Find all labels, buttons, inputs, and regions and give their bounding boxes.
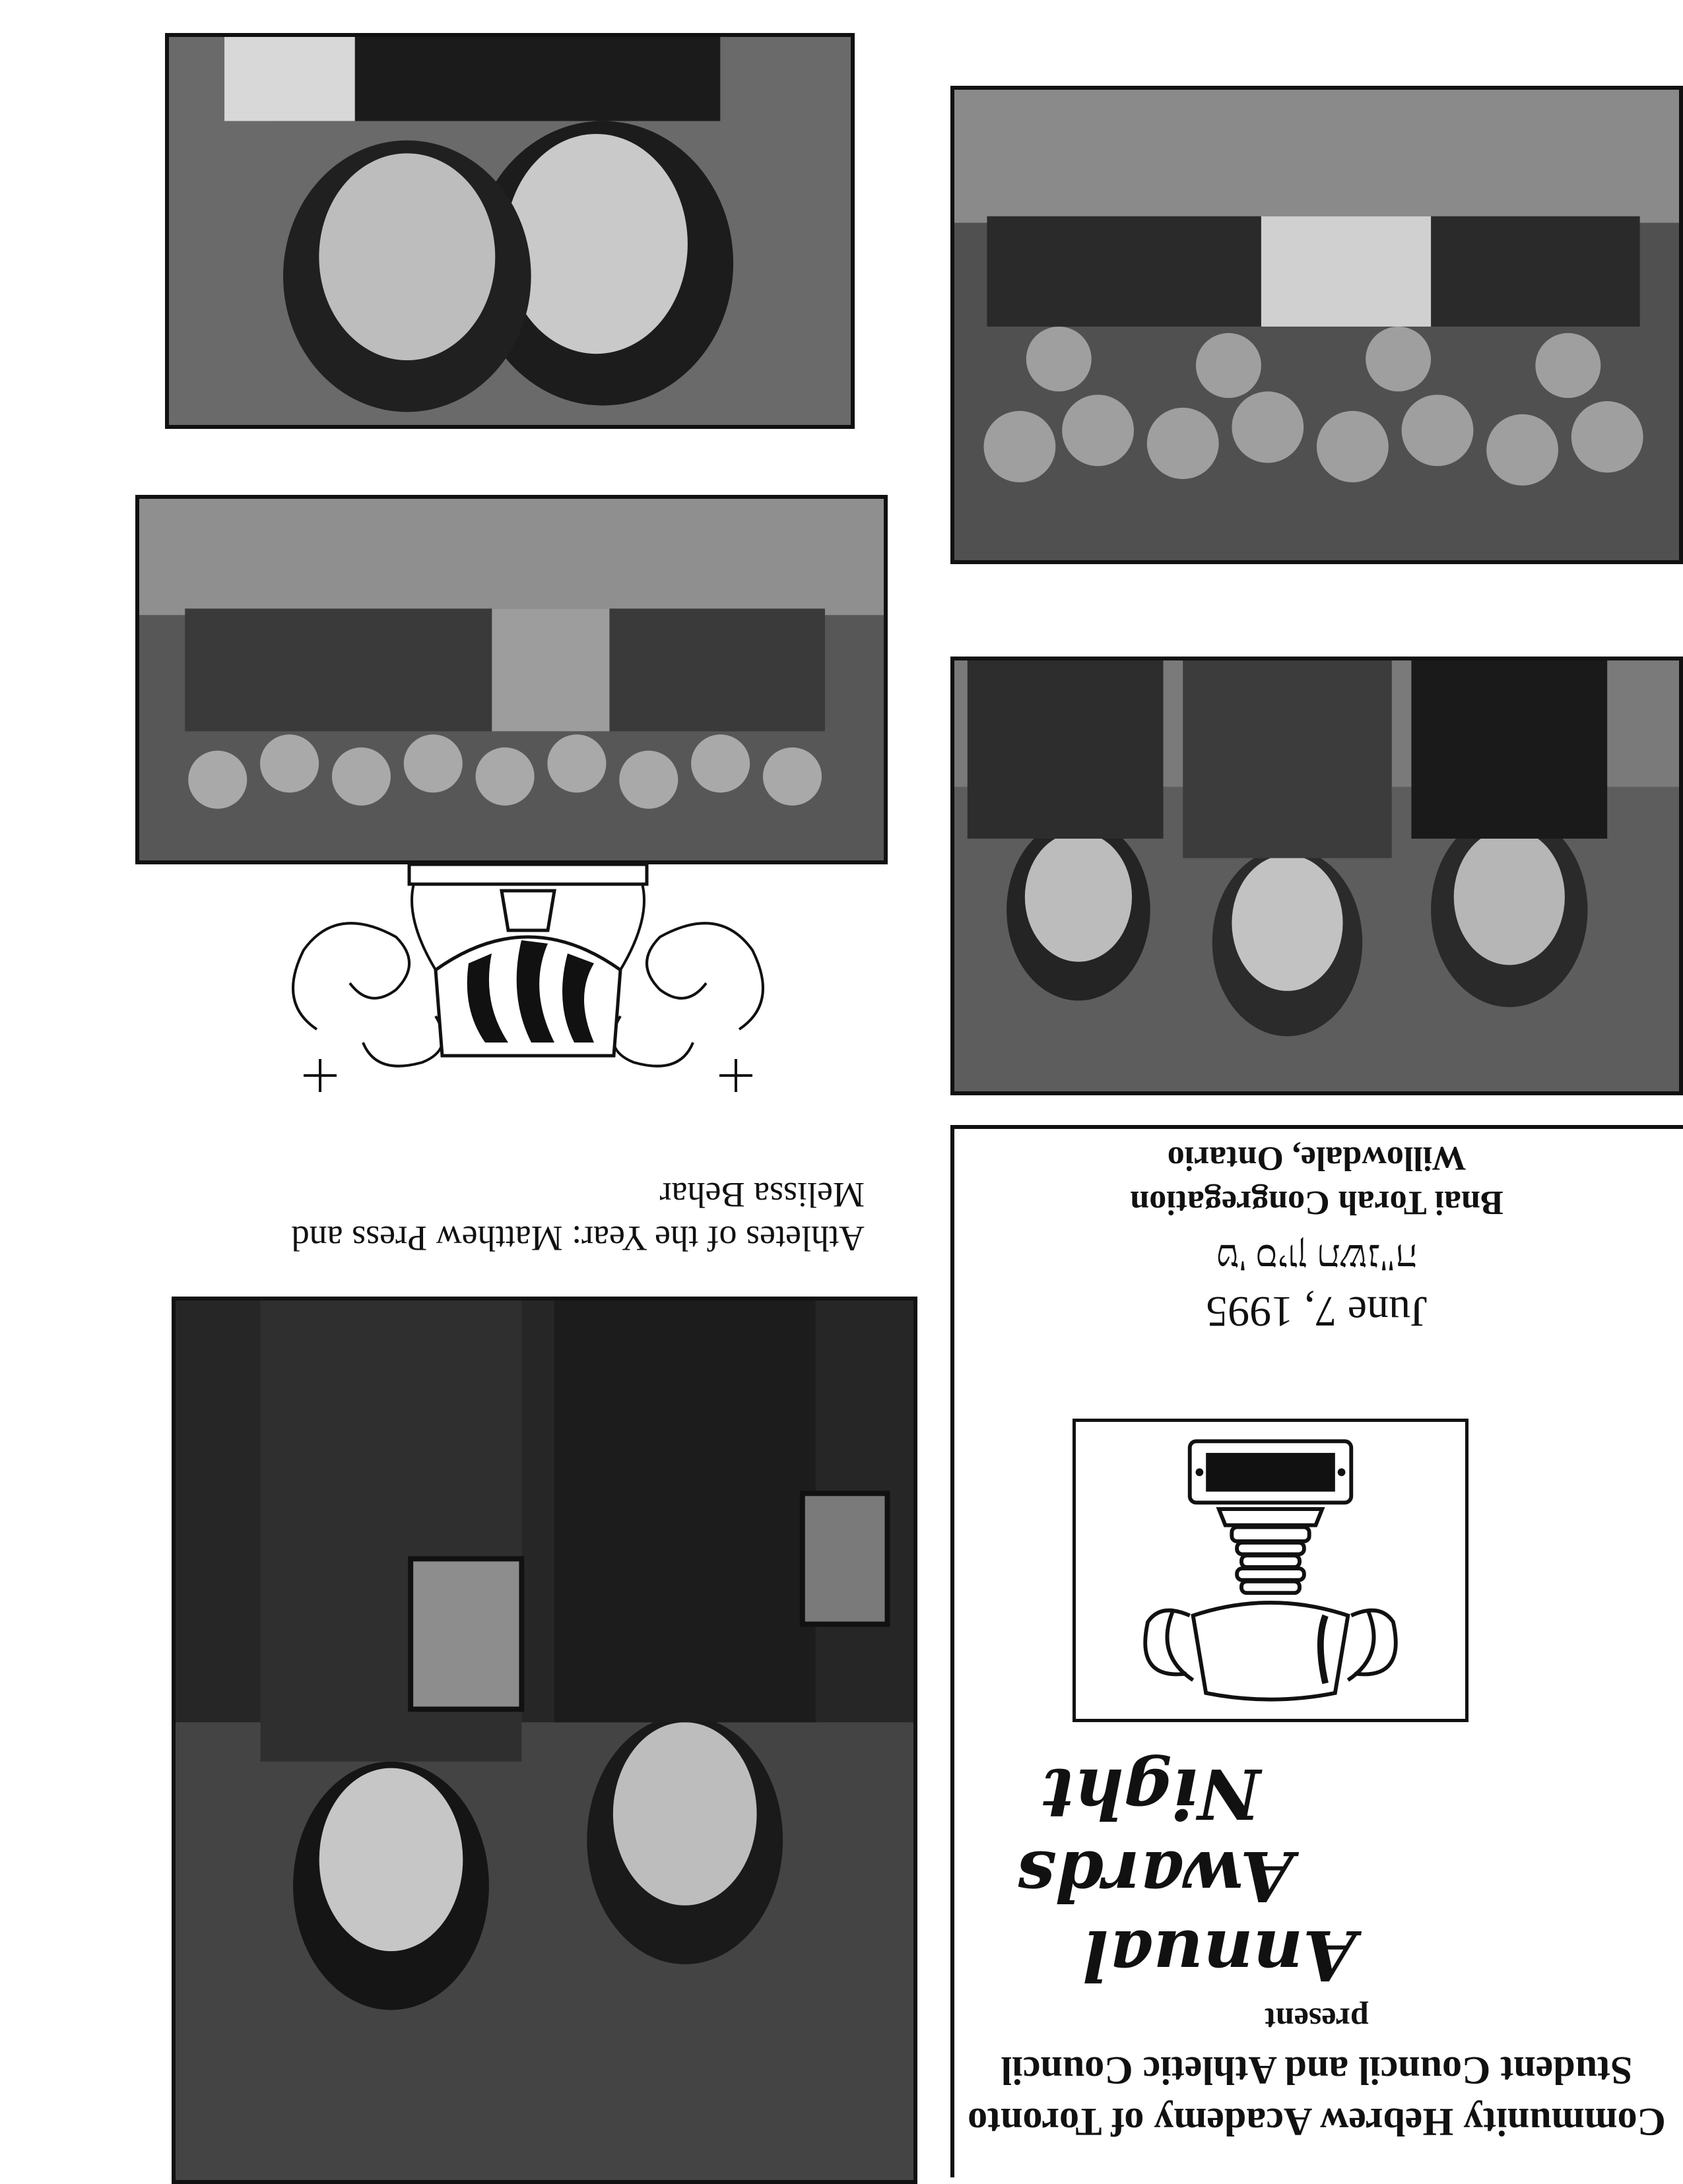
title-word-annual: Annual — [1082, 1915, 1356, 1996]
organization-name: Community Hebrew Academy of Toronto — [968, 2100, 1666, 2144]
photo-group-trophies — [950, 86, 1683, 564]
council-names: Student Council and Athletic Council — [1001, 2049, 1633, 2092]
photo-athletic-council-group — [135, 495, 888, 864]
present-label: present — [1265, 2001, 1369, 2038]
title-word-night: Night — [1042, 1753, 1261, 1834]
caption-line-1: Athletes of the Year: Matthew Press and — [291, 1219, 865, 1258]
trophy-cup-icon — [1072, 1419, 1468, 1722]
venue-location: Willowdale, Ontario — [1167, 1140, 1467, 1177]
hebrew-date: ט' סיון תשנ"ה — [1216, 1237, 1418, 1279]
title-word-awards: Awards — [1016, 1836, 1294, 1917]
photo-athletes-of-the-year — [172, 1297, 917, 2184]
cover-panel — [950, 1125, 1683, 2177]
event-date: June 7, 1995 — [1206, 1287, 1428, 1335]
photo-two-girls — [165, 33, 855, 429]
venue-name: Bnai Torah Congregation — [1130, 1184, 1503, 1221]
athletes-caption — [231, 1173, 865, 1260]
photo-three-students — [950, 657, 1683, 1095]
caption-line-2: Melissa Behar — [659, 1175, 865, 1215]
